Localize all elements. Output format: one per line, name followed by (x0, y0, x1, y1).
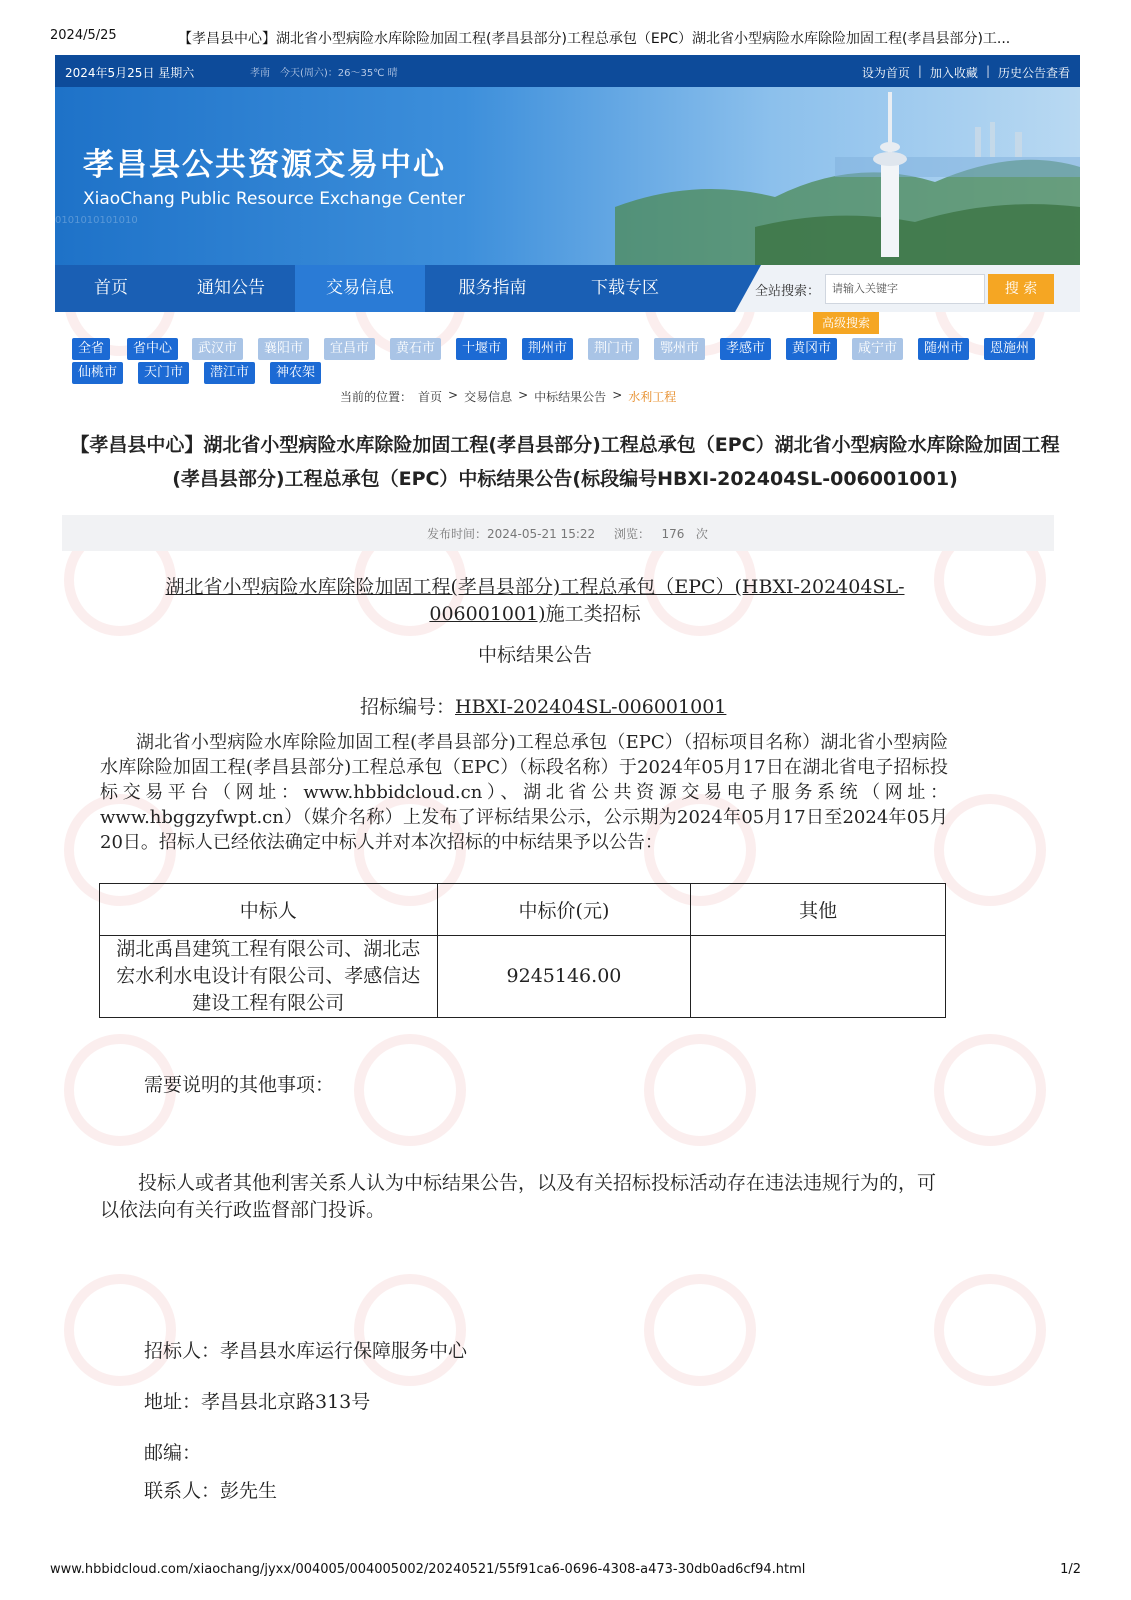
breadcrumb-separator: > (448, 388, 459, 402)
city-tag[interactable]: 仙桃市 (72, 362, 123, 384)
city-tag[interactable]: 黄冈市 (786, 338, 837, 360)
project-type: 施工类招标 (545, 603, 641, 625)
nav-item-trade-info[interactable]: 交易信息 (295, 265, 425, 312)
add-favorite-link[interactable]: 加入收藏 (929, 66, 978, 80)
winning-bid-table (99, 883, 946, 1018)
project-heading (140, 574, 930, 628)
weather-info: 孝南 今天(周六)：26～35℃ 晴 (250, 68, 398, 79)
bid-number-value: HBXI-202404SL-006001001 (455, 696, 727, 718)
breadcrumb-current[interactable]: 水利工程 (628, 390, 677, 404)
table-header: 中标人 (100, 884, 438, 936)
winning-bidder: 湖北禹昌建筑工程有限公司、湖北志宏水利水电设计有限公司、孝感信达建设工程有限公司 (100, 936, 438, 1018)
watermark-seal (354, 1274, 466, 1386)
city-tag[interactable]: 孝感市 (720, 338, 771, 360)
watermark-seal (644, 1034, 756, 1146)
other-info (691, 936, 946, 1018)
current-date: 2024年5月25日 星期六 (65, 66, 195, 80)
publish-time: 发布时间：2024-05-21 15:22 (427, 527, 596, 541)
search-button[interactable]: 搜 索 (988, 274, 1054, 304)
bid-number-label: 招标编号： (360, 696, 456, 718)
table-header: 中标价(元) (437, 884, 691, 936)
nav-item-service-guide[interactable]: 服务指南 (458, 278, 527, 298)
city-tag[interactable]: 随州市 (918, 338, 969, 360)
city-tag[interactable]: 鄂州市 (654, 338, 705, 360)
article-meta (62, 515, 1054, 551)
link-separator: | (985, 64, 990, 78)
watermark-seal (934, 1034, 1046, 1146)
site-subtitle: XiaoChang Public Resource Exchange Center (83, 189, 465, 209)
table-header: 其他 (691, 884, 946, 936)
tenderer: 招标人：孝昌县水库运行保障服务中心 (144, 1340, 468, 1362)
bid-number (360, 692, 726, 719)
search-label: 全站搜索： (755, 284, 821, 299)
views-value: 176 (661, 527, 685, 541)
table-row (100, 936, 946, 1018)
notice-title: 中标结果公告 (477, 644, 592, 666)
city-tag[interactable]: 神农架 (270, 362, 321, 384)
city-tag[interactable]: 天门市 (138, 362, 189, 384)
history-announcements-link[interactable]: 历史公告查看 (997, 66, 1070, 80)
watermark-seal (934, 794, 1046, 906)
breadcrumb-separator: > (612, 388, 623, 402)
print-url: www.hbbidcloud.com/xiaochang/jyxx/004005/004005002/20240521/55f91ca6-0696-4308-a473-30db0ad6cf94.html (50, 1562, 806, 1577)
print-page-number: 1/2 (1060, 1562, 1081, 1577)
nav-item-notices[interactable]: 通知公告 (197, 278, 265, 298)
address: 地址：孝昌县北京路313号 (144, 1391, 371, 1413)
city-tag[interactable]: 省中心 (127, 338, 178, 360)
breadcrumb-label: 当前的位置： (340, 390, 413, 404)
city-tag[interactable]: 咸宁市 (852, 338, 903, 360)
link-separator: | (917, 64, 922, 78)
view-count (614, 525, 708, 542)
nav-item-home[interactable]: 首页 (94, 278, 128, 298)
city-tag[interactable]: 恩施州 (984, 338, 1035, 360)
city-tag[interactable]: 荆州市 (522, 338, 573, 360)
watermark-seal (934, 1274, 1046, 1386)
city-tag[interactable]: 十堰市 (456, 338, 507, 360)
postcode: 邮编： (144, 1442, 202, 1464)
watermark-seal (354, 1034, 466, 1146)
watermark-seal (64, 1274, 176, 1386)
advanced-search-button[interactable]: 高级搜索 (813, 312, 879, 334)
print-page-title: 【孝昌县中心】湖北省小型病险水库除险加固工程(孝昌县部分)工程总承包（EPC）湖北省小型病险水库除险加固工程(孝昌县部分)工... (178, 31, 1011, 47)
set-homepage-link[interactable]: 设为首页 (861, 66, 910, 80)
binary-decoration: 0101010101010 (55, 215, 138, 226)
breadcrumb-item[interactable]: 中标结果公告 (534, 390, 607, 404)
other-matters-title: 需要说明的其他事项： (144, 1074, 335, 1096)
city-tag[interactable]: 武汉市 (192, 338, 243, 360)
project-name: 湖北省小型病险水库除险加固工程(孝昌县部分)工程总承包（EPC）(HBXI-202404SL-006001001) (165, 576, 905, 625)
winning-price: 9245146.00 (437, 936, 691, 1018)
complaint-paragraph: 投标人或者其他利害关系人认为中标结果公告，以及有关招标投标活动存在违法违规行为的，可以依法向有关行政监督部门投诉。 (100, 1172, 937, 1221)
table-header-row (100, 884, 946, 936)
city-tag[interactable]: 黄石市 (390, 338, 441, 360)
city-tag[interactable]: 宜昌市 (324, 338, 375, 360)
city-tag[interactable]: 潜江市 (204, 362, 255, 384)
breadcrumb-separator: > (518, 388, 529, 402)
main-nav (55, 265, 1080, 312)
top-bar (55, 55, 1080, 87)
watermark-seal (644, 1274, 756, 1386)
views-label: 浏览： (614, 527, 651, 541)
city-tag[interactable]: 荆门市 (588, 338, 639, 360)
views-unit: 次 (695, 527, 708, 541)
print-date: 2024/5/25 (50, 28, 117, 43)
breadcrumb-item[interactable]: 首页 (418, 390, 443, 404)
top-links (862, 64, 1070, 81)
article-title: 【孝昌县中心】湖北省小型病险水库除险加固工程(孝昌县部分)工程总承包（EPC）湖北省小型病险水库除险加固工程(孝昌县部分)工程总承包（EPC）中标结果公告(标段编号HBXI-202404SL-006001001) (70, 434, 1060, 490)
search-input[interactable]: 请输入关键字 (825, 274, 985, 304)
breadcrumb-item[interactable]: 交易信息 (464, 390, 513, 404)
breadcrumb (340, 388, 676, 405)
city-tag[interactable]: 全省 (72, 338, 110, 360)
site-banner (55, 87, 1080, 265)
site-title: 孝昌县公共资源交易中心 (83, 147, 446, 183)
nav-item-downloads[interactable]: 下载专区 (591, 278, 659, 298)
city-tag[interactable]: 襄阳市 (258, 338, 309, 360)
announcement-paragraph: 湖北省小型病险水库除险加固工程(孝昌县部分)工程总承包（EPC）（招标项目名称）湖北省小型病险水库除险加固工程(孝昌县部分)工程总承包（EPC）（标段名称）于2024年05月17日在湖北省电子招标投标交易平台（网址：www.hbbidcloud.cn）、湖北省公共资源交易电子服务系统（网址：www.hbggzyfwpt.cn）（媒介名称）上发布了评标结果公示，公示期为2024年05月17日至2024年05月20日。招标人已经依法确定中标人并对本次招标的中标结果予以公告： (100, 732, 948, 853)
contact-person: 联系人：彭先生 (144, 1480, 278, 1502)
